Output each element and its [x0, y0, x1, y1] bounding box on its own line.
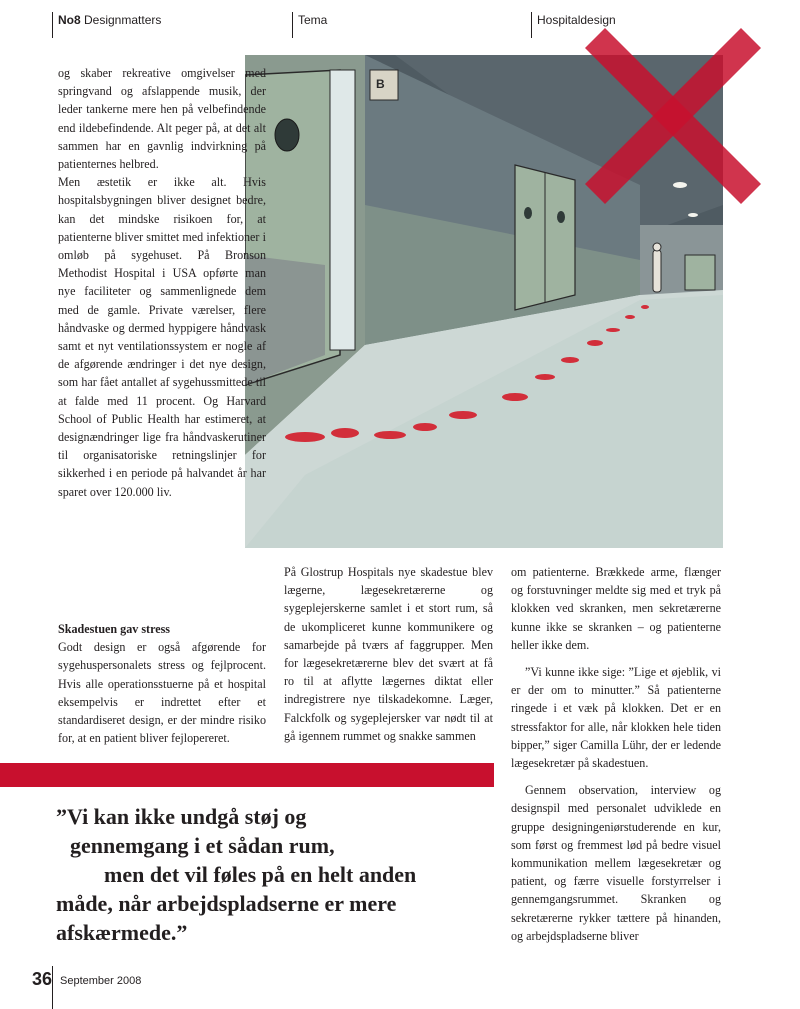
red-cross-mark: [585, 28, 761, 204]
page-number: 36: [32, 969, 53, 989]
body-column-1: [58, 64, 266, 501]
pullquote-line: ”Vi kan ikke undgå støj og: [56, 804, 307, 829]
page-footer: [0, 966, 800, 1009]
pullquote: [56, 802, 486, 947]
magazine-name: Designmatters: [84, 13, 162, 27]
door-sign-text: B: [376, 77, 385, 91]
pullquote-line: måde, når arbejdspladserne er mere: [56, 891, 397, 916]
body-paragraph: Gennem observation, interview og designspil med personalet udviklede en gruppe designingeniørstuderende en kur, som først og fremmest lød på bedre visuel kommunikation mellem lægesekretær og patient, og færre visuelle forstyrrelser i gennemgangsrummet. Skranken og sekretærerne rykker tættere på hinanden, og arbejdspladserne bliver: [511, 783, 721, 943]
issue-number: No8: [58, 13, 81, 27]
issue-date: September 2008: [60, 975, 142, 987]
body-paragraph: ”Vi kunne ikke sige: ”Lige et øjeblik, vi er der om to minutter.” Så patienterne ringede i et væk på klokken. Det er en stressfaktor for alle, når klokken hele tiden bipper,” siger Camilla Lühr, der er ledende lægesekretær på skadestuen.: [511, 665, 721, 771]
pullquote-line: afskærmede.”: [56, 920, 188, 945]
section-name: Tema: [298, 13, 328, 27]
topic-name: Hospitaldesign: [537, 13, 616, 27]
body-paragraph: På Glostrup Hospitals nye skadestue blev lægerne, lægesekretærerne og sygeplejerskerne samlet i et stort rum, så de ukompliceret kunne kommunikere og samarbejde på tværs af faggrupper. Men for lægesekretærerne blev det svært at få ro til at aflytte lægernes diktat eller indregistrere nye tilskadekomne. Læger, Falckfolk og sygeplejersker var nødt til at gå igennem rummet og snakke sammen: [284, 565, 493, 743]
body-column-3: [511, 563, 721, 945]
pullquote-red-bar: [0, 763, 494, 787]
body-column-2: [284, 563, 493, 745]
body-paragraph: Godt design er også afgørende for sygehuspersonalets stress og fejlprocent. Hvis alle operationsstuerne på et hospital eksempelvis er indrettet efter et standardiseret design, er der mindre risiko for, at en patient bliver fejlopereret.: [58, 640, 266, 746]
body-paragraph: om patienterne. Brækkede arme, flænger og forstuvninger meldte sig med et tryk på klokken ved skranken, men sekretærerne kunne ikke se skranken – og patienterne heller ikke dem.: [511, 565, 721, 652]
body-paragraph: og skaber rekreative omgivelser med springvand og afslappende musik, der leder tankerne mere hen på velbefindende end ildebefindende. Alt peger på, at det alt sammen har en gavnlig indvirkning på patienternes helbred.: [58, 66, 266, 172]
header-divider: [292, 12, 293, 38]
subheading: Skadestuen gav stress: [58, 622, 170, 636]
header-divider: [531, 12, 532, 38]
pullquote-line: gennemgang i et sådan rum,: [70, 833, 335, 858]
body-column-1-lower: [58, 620, 266, 747]
body-paragraph: Men æstetik er ikke alt. Hvis hospitalsbygningen bliver designet bedre, kan det mindske risikoen for, at patienterne bliver smittet med infektioner i omløb på sygehuset. På Bronson Methodist Hospital i USA opførte man nye faciliteter og sammenlignede dem med de gamle. Private værelser, flere håndvaske og dermed hyppigere håndvask samt et nyt ventilationssystem er nogle af de afgørende ændringer i det nye design, som har fået antallet af sygehussmittede til at falde med 11 procent. Og Harvard School of Public Health har estimeret, at designændringer lige fra håndvaskerutiner til organisatoriske retningslinjer for sikkerhed i en periode på halvandet år har sparet over 120.000 liv.: [58, 175, 266, 499]
pullquote-line: men det vil føles på en helt anden: [104, 862, 417, 887]
footer-divider: [52, 966, 53, 1009]
header-divider: [52, 12, 53, 38]
